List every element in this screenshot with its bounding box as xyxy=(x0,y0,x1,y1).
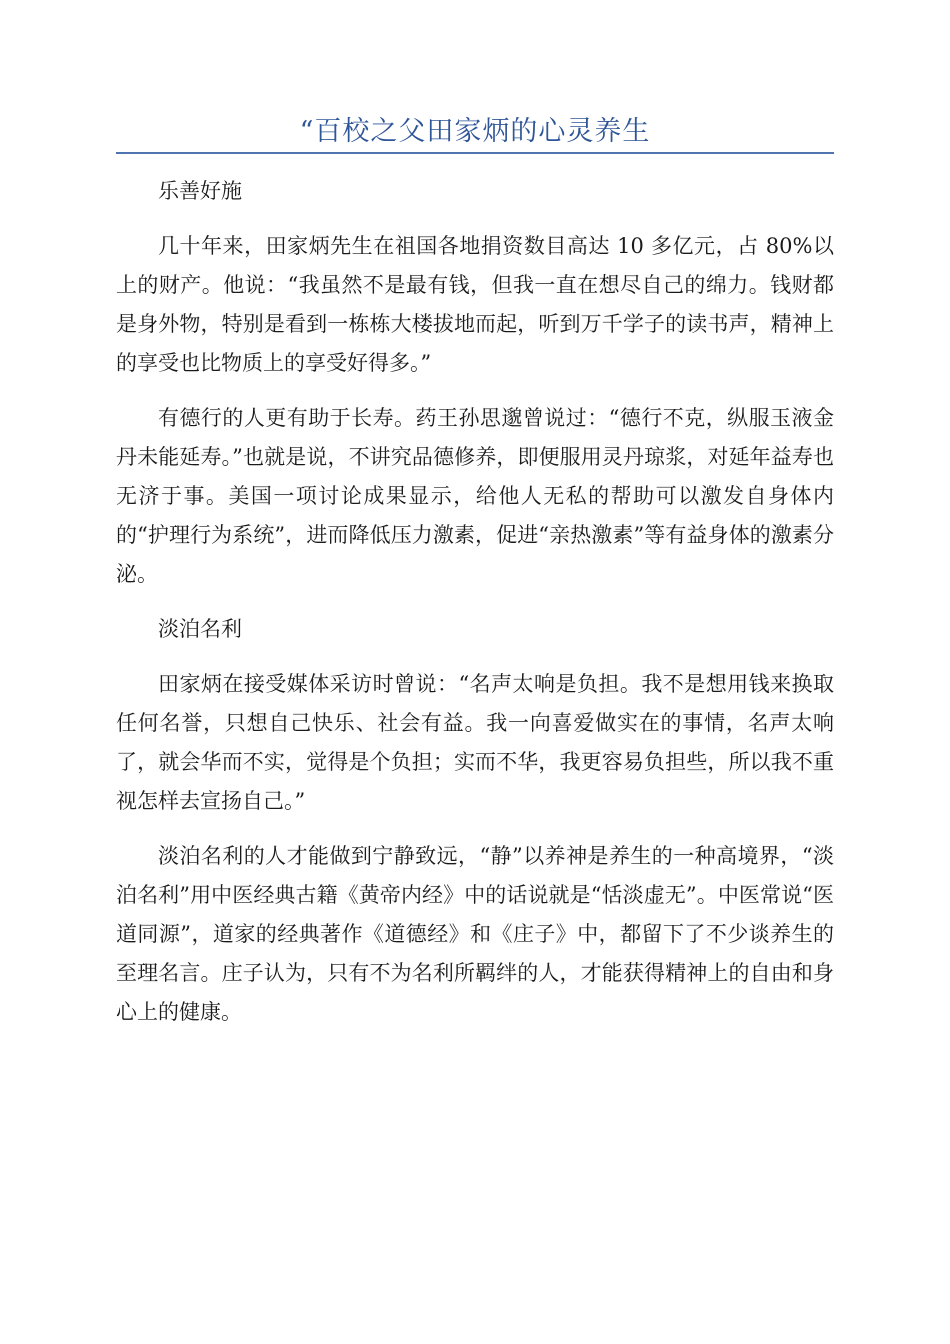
document-page xyxy=(116,0,834,1048)
document-body xyxy=(116,172,834,1032)
paragraph-tranquility: 淡泊名利的人才能做到宁静致远，“静”以养神是养生的一种高境界，“淡泊名利”用中医经典古籍《黄帝内经》中的话说就是“恬淡虚无”。中医常说“医道同源”，道家的经典著作《道德经》和《庄子》中，都留下了不少谈养生的至理名言。庄子认为，只有不为名利所羁绊的人，才能获得精神上的自由和身心上的健康。 xyxy=(116,844,834,1024)
paragraph-donations: 几十年来，田家炳先生在祖国各地捐资数目高达 10 多亿元，占 80%以上的财产。他说：“我虽然不是最有钱，但我一直在想尽自己的绵力。钱财都是身外物，特别是看到一栋栋大楼拔地而起，听到万千学子的读书声，精神上的享受也比物质上的享受好得多。” xyxy=(116,234,834,375)
paragraph-media-interview: 田家炳在接受媒体采访时曾说：“名声太响是负担。我不是想用钱来换取任何名誉，只想自己快乐、社会有益。我一向喜爱做实在的事情，名声太响了，就会华而不实，觉得是个负担；实而不华，我更容易负担些，所以我不重视怎样去宣扬自己。” xyxy=(116,672,834,813)
document-title: “百校之父田家炳的心灵养生 xyxy=(299,116,651,147)
section-heading-indifference-to-fame: 淡泊名利 xyxy=(158,617,242,641)
section-heading-charity: 乐善好施 xyxy=(158,179,242,203)
title-underline xyxy=(116,152,834,154)
paragraph-virtue-longevity: 有德行的人更有助于长寿。药王孙思邈曾说过：“德行不克，纵服玉液金丹未能延寿。”也就是说，不讲究品德修养，即便服用灵丹琼浆，对延年益寿也无济于事。美国一项讨论成果显示，给他人无私的帮助可以激发自身体内的“护理行为系统”，进而降低压力激素，促进“亲热激素”等有益身体的激素分泌。 xyxy=(116,406,834,586)
